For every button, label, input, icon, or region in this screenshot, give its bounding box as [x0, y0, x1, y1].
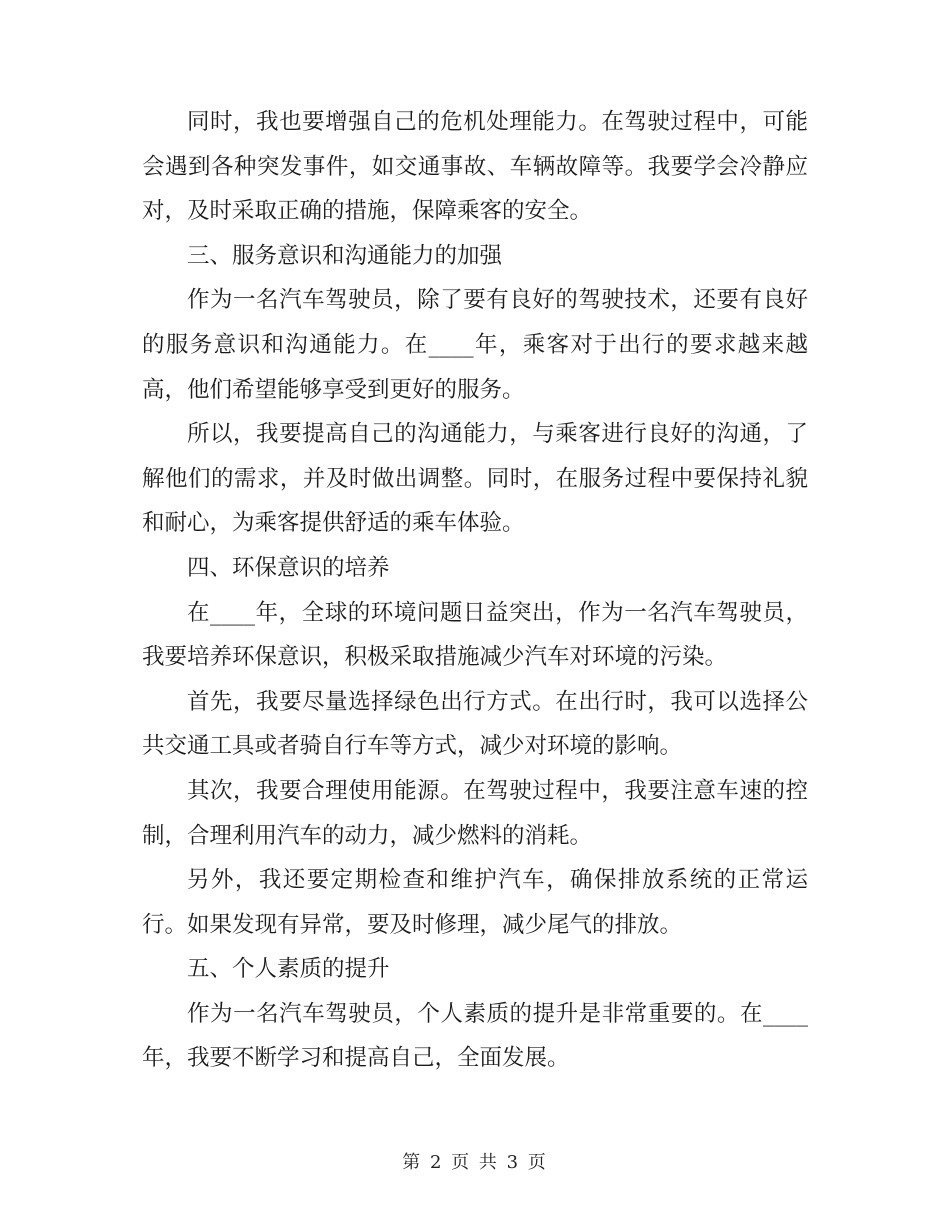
- paragraph-environment-intro: 在____年，全球的环境问题日益突出，作为一名汽车驾驶员，我要培养环保意识，积极采取措施减少汽车对环境的污染。: [142, 599, 808, 671]
- page-number-footer: 第 2 页 共 3 页: [402, 1152, 548, 1173]
- paragraph-energy-use: 其次，我要合理使用能源。在驾驶过程中，我要注意车速的控制，合理利用汽车的动力，减少燃料的消耗。: [142, 777, 808, 849]
- paragraph-green-travel: 首先，我要尽量选择绿色出行方式。在出行时，我可以选择公共交通工具或者骑自行车等方式，减少对环境的影响。: [142, 688, 808, 760]
- paragraph-crisis-handling: 同时，我也要增强自己的危机处理能力。在驾驶过程中，可能会遇到各种突发事件，如交通事故、车辆故障等。我要学会冷静应对，及时采取正确的措施，保障乘客的安全。: [142, 109, 808, 225]
- section-heading-personal-quality: 五、个人素质的提升: [187, 956, 390, 983]
- paragraph-service-intro: 作为一名汽车驾驶员，除了要有良好的驾驶技术，还要有良好的服务意识和沟通能力。在____年，乘客对于出行的要求越来越高，他们希望能够享受到更好的服务。: [142, 287, 808, 403]
- paragraph-personal-quality: 作为一名汽车驾驶员，个人素质的提升是非常重要的。在____年，我要不断学习和提高自己，全面发展。: [142, 1000, 808, 1072]
- paragraph-maintenance: 另外，我还要定期检查和维护汽车，确保排放系统的正常运行。如果发现有异常，要及时修理，减少尾气的排放。: [142, 867, 808, 938]
- paragraph-communication: 所以，我要提高自己的沟通能力，与乘客进行良好的沟通，了解他们的需求，并及时做出调整。同时，在服务过程中要保持礼貌和耐心，为乘客提供舒适的乘车体验。: [142, 421, 808, 537]
- section-heading-environment: 四、环保意识的培养: [187, 554, 390, 581]
- document-body: [142, 100, 808, 1081]
- section-heading-service: 三、服务意识和沟通能力的加强: [187, 242, 503, 269]
